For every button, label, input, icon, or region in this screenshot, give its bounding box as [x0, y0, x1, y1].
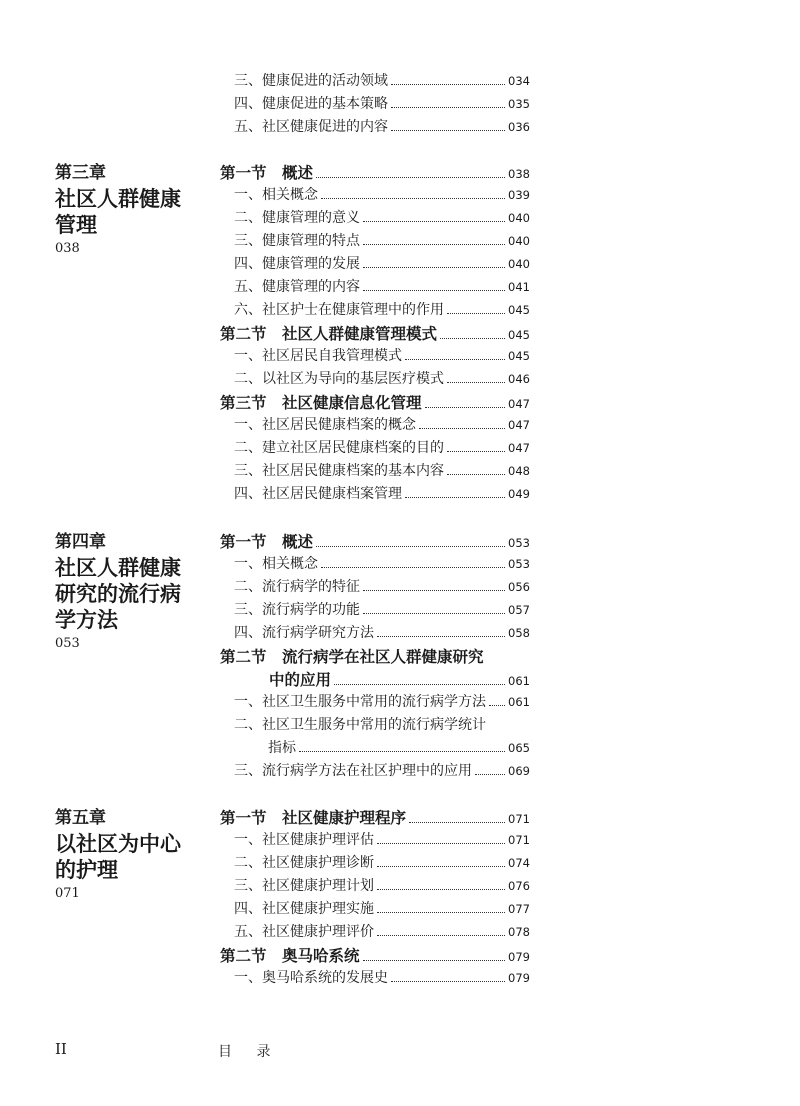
entry-label: 四、健康管理的发展 [234, 256, 360, 272]
entry-label: 六、社区护士在健康管理中的作用 [234, 302, 444, 318]
toc-section-entry[interactable] [0, 944, 800, 967]
entry-label: 四、流行病学研究方法 [234, 625, 374, 641]
leader-dots [377, 866, 505, 867]
entry-line [234, 760, 530, 783]
entry-label: 一、相关概念 [234, 556, 318, 572]
entry-page-number: 061 [508, 695, 530, 709]
toc-item-entry[interactable] [0, 967, 800, 990]
toc-item-entry[interactable] [0, 553, 800, 576]
toc-item-entry[interactable] [0, 829, 800, 852]
entry-label: 四、社区健康护理实施 [234, 901, 374, 917]
toc-item-entry[interactable] [0, 875, 800, 898]
entry-line [234, 921, 530, 944]
entry-line [234, 898, 530, 921]
entry-line [234, 230, 530, 253]
entry-label: 一、社区居民自我管理模式 [234, 348, 402, 364]
leader-dots [391, 981, 505, 982]
entry-label: 第二节 奥马哈系统 [220, 946, 360, 965]
entry-label: 二、社区健康护理诊断 [234, 855, 374, 871]
leader-dots [363, 244, 505, 245]
leader-dots [447, 451, 505, 452]
leader-dots [316, 177, 505, 178]
entry-page-number: 071 [508, 833, 530, 847]
entry-line [234, 276, 530, 299]
entry-page-number: 045 [508, 303, 530, 317]
toc-section-entry[interactable] [0, 806, 800, 829]
leader-dots [321, 567, 505, 568]
entry-page-number: 065 [508, 741, 530, 755]
toc-item-entry[interactable] [0, 414, 800, 437]
entry-label: 一、相关概念 [234, 187, 318, 203]
leader-dots [440, 338, 505, 339]
entry-line [234, 70, 530, 93]
entry-page-number: 047 [508, 418, 530, 432]
toc-item-entry[interactable] [0, 576, 800, 599]
entry-line [234, 253, 530, 276]
entry-page-number: 076 [508, 879, 530, 893]
entry-line [234, 852, 530, 875]
entry-label: 二、社区卫生服务中常用的流行病学统计 [234, 717, 486, 733]
toc-item-entry[interactable] [0, 230, 800, 253]
entry-page-number: 034 [508, 74, 530, 88]
toc-item-entry[interactable] [0, 368, 800, 391]
entry-page-number: 046 [508, 372, 530, 386]
chapter-page-number: 053 [55, 636, 80, 651]
entry-label: 三、流行病学方法在社区护理中的应用 [234, 763, 472, 779]
entry-label: 四、健康促进的基本策略 [234, 96, 388, 112]
toc-item-entry[interactable] [0, 714, 800, 760]
toc-item-entry[interactable] [0, 299, 800, 322]
toc-item-entry[interactable] [0, 70, 800, 93]
entry-page-number: 079 [508, 950, 530, 964]
toc-item-entry[interactable] [0, 483, 800, 506]
entry-page-number: 041 [508, 280, 530, 294]
entry-label: 二、健康管理的意义 [234, 210, 360, 226]
leader-dots [405, 359, 505, 360]
entry-label: 五、社区健康护理评价 [234, 924, 374, 940]
entry-page-number: 077 [508, 902, 530, 916]
leader-dots [391, 130, 505, 131]
entry-page-number: 040 [508, 257, 530, 271]
toc-item-entry[interactable] [0, 622, 800, 645]
toc-section-entry[interactable] [0, 530, 800, 553]
entry-line [234, 345, 530, 368]
leader-dots [363, 267, 505, 268]
leader-dots [377, 889, 505, 890]
toc-item-entry[interactable] [0, 898, 800, 921]
chapter-page-number: 038 [55, 241, 80, 256]
leader-dots [363, 590, 505, 591]
entry-page-number: 045 [508, 328, 530, 342]
entry-text [220, 645, 484, 668]
entry-page-number: 058 [508, 626, 530, 640]
entry-page-number: 035 [508, 97, 530, 111]
entry-page-number: 061 [508, 674, 530, 688]
leader-dots [447, 313, 505, 314]
leader-dots [299, 751, 505, 752]
entry-line [234, 116, 530, 139]
entry-label: 三、健康促进的活动领域 [234, 73, 388, 89]
toc-section-entry[interactable] [0, 161, 800, 184]
entry-line [234, 414, 530, 437]
leader-dots [489, 705, 505, 706]
page-number-roman: II [55, 1040, 67, 1058]
entry-line [220, 391, 530, 416]
entry-line [234, 576, 530, 599]
toc-item-entry[interactable] [0, 184, 800, 207]
leader-dots [391, 84, 505, 85]
toc-item-entry[interactable] [0, 116, 800, 139]
chapter-title: 社区人群健康 管理 [55, 186, 181, 237]
entry-line [234, 483, 530, 506]
entry-label: 二、建立社区居民健康档案的目的 [234, 440, 444, 456]
leader-dots [377, 935, 505, 936]
toc-item-entry[interactable] [0, 207, 800, 230]
leader-dots [447, 382, 505, 383]
entry-page-number: 047 [508, 397, 530, 411]
toc-item-entry[interactable] [0, 437, 800, 460]
entry-line [234, 93, 530, 116]
entry-line [234, 184, 530, 207]
entry-line [234, 599, 530, 622]
leader-dots [447, 474, 505, 475]
entry-page-number: 048 [508, 464, 530, 478]
toc-item-entry[interactable] [0, 345, 800, 368]
entry-line [234, 207, 530, 230]
entry-page-number: 074 [508, 856, 530, 870]
entry-label: 第三节 社区健康信息化管理 [220, 393, 422, 412]
toc-item-entry[interactable] [0, 253, 800, 276]
leader-dots [405, 497, 505, 498]
leader-dots [377, 912, 505, 913]
leader-dots [363, 290, 505, 291]
entry-line [220, 161, 530, 186]
leader-dots [475, 774, 505, 775]
leader-dots [316, 546, 505, 547]
entry-label: 五、健康管理的内容 [234, 279, 360, 295]
entry-label: 第二节 社区人群健康管理模式 [220, 324, 438, 343]
entry-line [234, 691, 530, 714]
entry-page-number: 053 [508, 557, 530, 571]
entry-label: 一、社区居民健康档案的概念 [234, 417, 416, 433]
entry-label: 四、社区居民健康档案管理 [234, 486, 402, 502]
entry-page-number: 079 [508, 971, 530, 985]
leader-dots [377, 843, 505, 844]
toc-item-entry[interactable] [0, 760, 800, 783]
entry-page-number: 078 [508, 925, 530, 939]
entry-label-continued: 中的应用 [269, 670, 332, 689]
entry-page-number: 057 [508, 603, 530, 617]
toc-item-entry[interactable] [0, 691, 800, 714]
chapter-label: 第四章 [55, 532, 106, 552]
entry-label: 第一节 社区健康护理程序 [220, 808, 407, 827]
entry-label: 三、流行病学的功能 [234, 602, 360, 618]
entry-line [234, 622, 530, 645]
entry-continuation [268, 737, 530, 760]
entry-page-number: 049 [508, 487, 530, 501]
entry-continuation [269, 668, 530, 693]
leader-dots [425, 407, 506, 408]
entry-line [234, 437, 530, 460]
entry-line [220, 322, 530, 347]
chapter-label: 第三章 [55, 163, 106, 183]
entry-label: 一、社区卫生服务中常用的流行病学方法 [234, 694, 486, 710]
entry-page-number: 071 [508, 812, 530, 826]
entry-page-number: 056 [508, 580, 530, 594]
chapter-title: 以社区为中心 的护理 [55, 831, 181, 882]
entry-line [220, 530, 530, 555]
entry-line [234, 967, 530, 990]
entry-page-number: 039 [508, 188, 530, 202]
entry-label-continued: 指标 [268, 740, 296, 756]
toc-item-entry[interactable] [0, 599, 800, 622]
entry-line [234, 368, 530, 391]
entry-label: 三、社区居民健康档案的基本内容 [234, 463, 444, 479]
toc-item-entry[interactable] [0, 93, 800, 116]
entry-label: 二、流行病学的特征 [234, 579, 360, 595]
entry-line [234, 299, 530, 322]
toc-section-entry[interactable] [0, 645, 800, 691]
entry-label: 三、健康管理的特点 [234, 233, 360, 249]
entry-label: 二、以社区为导向的基层医疗模式 [234, 371, 444, 387]
entry-page-number: 040 [508, 234, 530, 248]
leader-dots [419, 428, 505, 429]
entry-page-number: 045 [508, 349, 530, 363]
entry-label: 三、社区健康护理计划 [234, 878, 374, 894]
entry-line [220, 806, 530, 831]
entry-label: 第一节 概述 [220, 532, 314, 551]
toc-item-entry[interactable] [0, 460, 800, 483]
leader-dots [334, 684, 505, 685]
entry-line [234, 553, 530, 576]
toc-section-entry[interactable] [0, 322, 800, 345]
leader-dots [363, 613, 505, 614]
leader-dots [377, 636, 505, 637]
toc-item-entry[interactable] [0, 852, 800, 875]
entry-line [234, 460, 530, 483]
entry-line [220, 944, 530, 969]
entry-label: 五、社区健康促进的内容 [234, 119, 388, 135]
entry-label: 一、奥马哈系统的发展史 [234, 970, 388, 986]
entry-line [234, 875, 530, 898]
entry-page-number: 038 [508, 167, 530, 181]
chapter-title: 社区人群健康 研究的流行病 学方法 [55, 555, 181, 632]
leader-dots [363, 960, 506, 961]
leader-dots [391, 107, 505, 108]
entry-label: 一、社区健康护理评估 [234, 832, 374, 848]
chapter-label: 第五章 [55, 808, 106, 828]
toc-item-entry[interactable] [0, 276, 800, 299]
entry-page-number: 047 [508, 441, 530, 455]
entry-page-number: 053 [508, 536, 530, 550]
running-footer-title: 目 录 [218, 1044, 281, 1060]
entry-line [234, 829, 530, 852]
entry-text [234, 714, 486, 737]
entry-page-number: 040 [508, 211, 530, 225]
entry-page-number: 036 [508, 120, 530, 134]
leader-dots [409, 822, 505, 823]
entry-label: 第二节 流行病学在社区人群健康研究 [220, 647, 484, 666]
leader-dots [363, 221, 505, 222]
entry-page-number: 069 [508, 764, 530, 778]
chapter-page-number: 071 [55, 886, 80, 901]
toc-section-entry[interactable] [0, 391, 800, 414]
leader-dots [321, 198, 505, 199]
entry-label: 第一节 概述 [220, 163, 314, 182]
toc-item-entry[interactable] [0, 921, 800, 944]
